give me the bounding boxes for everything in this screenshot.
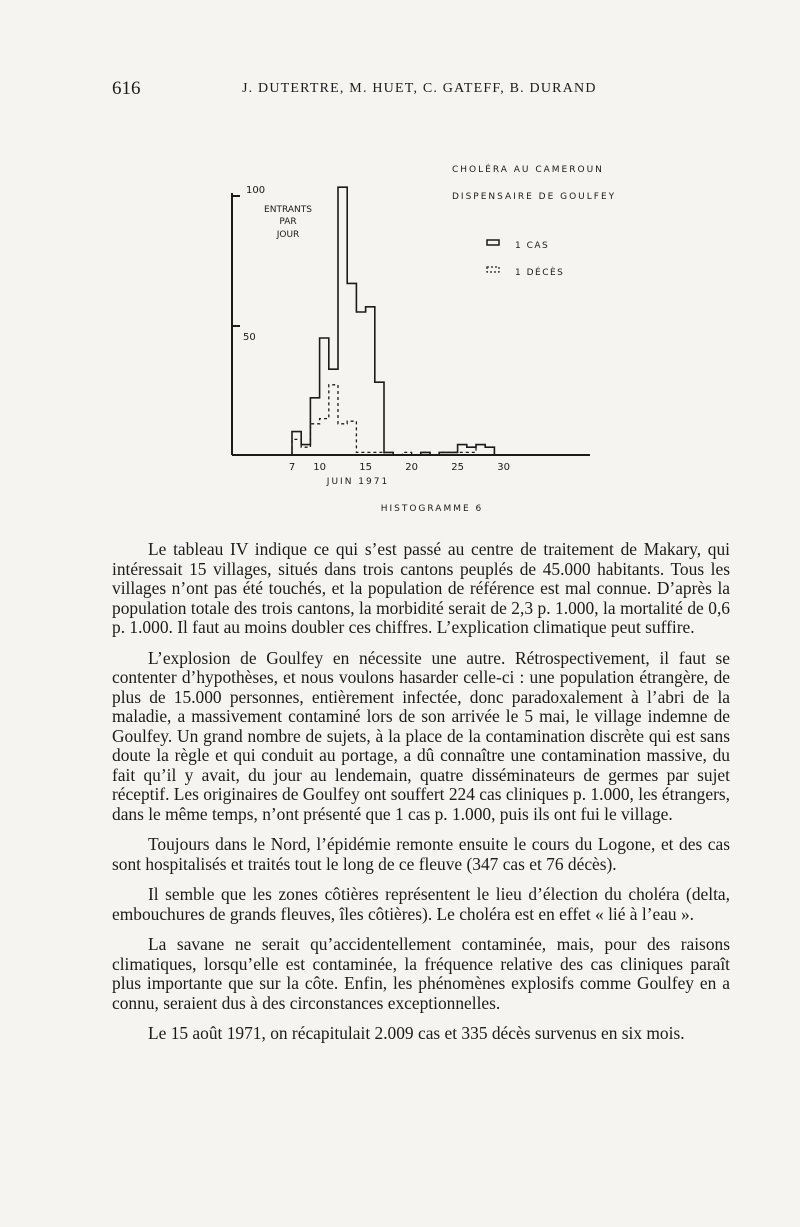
- bar-cas-day-16: [375, 382, 384, 455]
- paragraph: Le 15 août 1971, on récapitulait 2.009 cas et 335 décès survenus en six mois.: [148, 1023, 685, 1043]
- bar-décès-day-25: [458, 452, 467, 455]
- page-number: 616: [112, 78, 141, 99]
- x-tick-labels: [289, 462, 510, 473]
- article-body: [112, 540, 730, 1055]
- bar-décès-day-27: [476, 445, 485, 455]
- bar-décès-day-24: [448, 452, 457, 455]
- bar-décès-day-9: [310, 424, 319, 455]
- paragraph: La savane ne serait qu’accidentellement contaminée, mais, pour des raisons climatiques, lorsqu’elle est contaminée, la fréquence relative des cas cliniques paraît plus importante que sur la côte. Enfin, les phénomènes explosifs comme Goulfey en a connu, seraient dus à des circonstances exceptionnelles.: [112, 934, 730, 1013]
- bar-décès-day-8: [301, 447, 310, 455]
- bar-décès-day-16: [375, 452, 384, 455]
- bar-décès-day-19: [402, 452, 411, 455]
- y-unit-label-line2: PAR: [279, 217, 297, 227]
- bar-décès-day-11: [329, 385, 338, 455]
- bar-décès-day-28: [485, 447, 494, 455]
- y-tick-label-50: 50: [243, 332, 256, 343]
- paragraph: L’explosion de Goulfey en nécessite une autre. Rétrospectivement, il faut se contenter d’hypothèses, et nous voulons hasarder celle-ci : une population étrangère, de plus de 15.000 personnes, entièrement infectée, donc paradoxalement à l’abri de la maladie, a massivement contaminé lors de son arrivée le 5 mai, le village indemne de Goulfey. Un grand nombre de sujets, à la place de la contamination discrète qui est sans doute la règle et qui conduit au portage, a dû connaître une contamination massive, du fait qu’il y avait, du jour au lendemain, quatre disséminateurs de germes par sujet réceptif. Les originaires de Goulfey ont souffert 224 cas cliniques p. 1.000, les étrangers, dans le même temps, n’ont présenté que 1 cas p. 1.000, puis ils ont fui le village.: [112, 647, 730, 824]
- bar-décès-day-23: [439, 452, 448, 455]
- x-tick-label: 30: [497, 462, 510, 473]
- x-axis-label: JUIN 1971: [326, 477, 390, 487]
- paragraph: Toujours dans le Nord, l’épidémie remonte ensuite le cours du Logone, et des cas sont hospitalisés et traités tout le long de ce fleuve (347 cas et 76 décès).: [112, 834, 730, 874]
- bar-décès-day-13: [347, 421, 356, 455]
- figure-caption: HISTOGRAMME 6: [380, 504, 484, 514]
- bar-décès-day-14: [356, 452, 365, 455]
- y-unit-label-line1: ENTRANTS: [264, 205, 312, 215]
- y-tick-label-100: 100: [246, 185, 266, 196]
- histogram-bars: [292, 187, 494, 455]
- x-tick-label: 10: [313, 462, 326, 473]
- bar-décès-day-12: [338, 424, 347, 455]
- paragraph: Il semble que les zones côtières représentent le lieu d’élection du choléra (delta, embouchures de grands fleuves, îles côtières). Le choléra est en effet « lié à l’eau ».: [112, 884, 730, 924]
- bar-décès-day-7: [292, 439, 301, 455]
- bar-cas-day-12: [338, 187, 347, 455]
- histogram-figure: [0, 0, 800, 540]
- bar-cas-day-14: [356, 312, 365, 455]
- x-tick-label: 20: [405, 462, 418, 473]
- bar-décès-day-21: [421, 452, 430, 455]
- figure-title-line1: CHOLÉRA AU CAMEROUN: [452, 165, 604, 175]
- legend-deaths-symbol: [487, 267, 499, 272]
- x-tick-label: 15: [359, 462, 372, 473]
- figure-title-line2: DISPENSAIRE DE GOULFEY: [452, 192, 617, 202]
- bar-décès-day-15: [366, 452, 375, 455]
- bar-décès-day-10: [320, 419, 329, 455]
- y-unit-label-line3: JOUR: [276, 230, 300, 240]
- x-tick-label: 25: [451, 462, 464, 473]
- bar-cas-day-15: [366, 307, 375, 455]
- bar-décès-day-26: [467, 452, 476, 455]
- running-head-authors: J. DUTERTRE, M. HUET, C. GATEFF, B. DURAND: [242, 81, 597, 96]
- bar-cas-day-17: [384, 452, 393, 455]
- legend-cases-label: 1 CAS: [515, 241, 550, 251]
- legend-deaths-label: 1 DÉCÈS: [515, 268, 565, 278]
- x-tick-label: 7: [288, 462, 296, 473]
- legend-cases-symbol: [487, 240, 499, 245]
- paragraph: Le tableau IV indique ce qui s’est passé au centre de traitement de Makary, qui intéressait 15 villages, situés dans trois cantons peuplés de 45.000 habitants. Tous les villages n’ont pas été touchés, et la population de référence est mal connue. D’après la population totale des trois cantons, la morbidité serait de 2,3 p. 1.000, la mortalité de 0,6 p. 1.000. Il faut au moins doubler ces chiffres. L’explication climatique peut suffire.: [112, 539, 730, 637]
